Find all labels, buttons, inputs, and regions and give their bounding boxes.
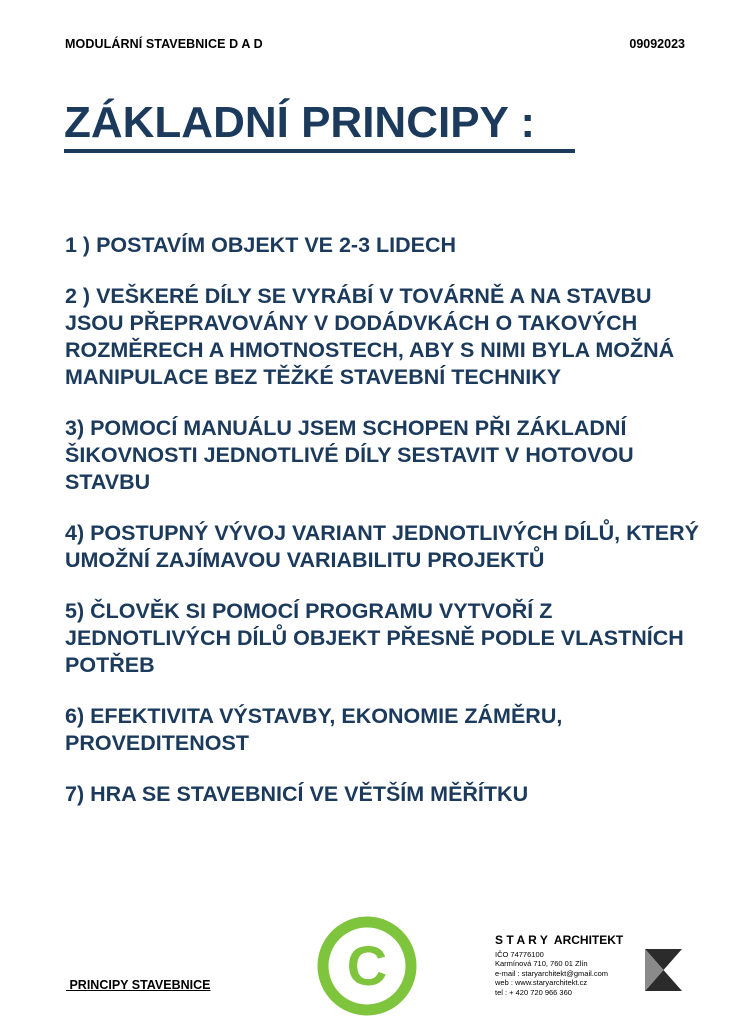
architect-address: Karmínová 710, 760 01 Zlín [495,959,588,969]
copyright-symbol: C [346,934,388,997]
architect-contact-block [495,933,645,997]
footer-section-label: PRINCIPY STAVEBNICE [66,978,211,992]
architect-email: e-mail : staryarchitekt@gmail.com [495,968,609,978]
architect-web: web : www.staryarchitekt.cz [495,978,588,988]
principle-item-6: 6) EFEKTIVITA VÝSTAVBY, EKONOMIE ZÁMĚRU, PROVEDITENOST [65,704,563,755]
architect-name: S T A R Y ARCHITEKT [495,933,624,947]
principles-list [65,232,705,832]
architect-ico: IČO 74776100 [495,950,544,959]
principle-item-5: 5) ČLOVĚK SI POMOCÍ PROGRAMU VYTVOŘÍ Z JEDNOTLIVÝCH DÍLŮ OBJEKT PŘESNĚ PODLE VLASTNÍCH POTŘEB [65,599,684,677]
header-date-code: 09092023 [629,37,685,51]
copyright-icon [317,916,417,1016]
page-title: ZÁKLADNÍ PRINCIPY : [64,98,535,147]
principle-item-1: 1 ) POSTAVÍM OBJEKT VE 2-3 LIDECH [65,233,457,257]
principle-item-4: 4) POSTUPNÝ VÝVOJ VARIANT JEDNOTLIVÝCH DÍLŮ, KTERÝ UMOŽNÍ ZAJÍMAVOU VARIABILITU PROJEKTŮ [65,521,699,572]
header-project-name: MODULÁRNÍ STAVEBNICE D A D [65,37,263,51]
architect-logo-icon [645,949,682,991]
principle-item-7: 7) HRA SE STAVEBNICÍ VE VĚTŠÍM MĚŘÍTKU [65,782,529,806]
principle-item-2: 2 ) VEŠKERÉ DÍLY SE VYRÁBÍ V TOVÁRNĚ A NA STAVBU JSOU PŘEPRAVOVÁNY V DODÁDVKÁCH O TAKOVÝCH ROZMĚRECH A HMOTNOSTECH, ABY S NIMI BYLA MOŽNÁ MANIPULACE BEZ TĚŽKÉ STAVEBNÍ TECHNIKY [65,284,675,389]
title-underline [64,149,575,153]
principle-item-3: 3) POMOCÍ MANUÁLU JSEM SCHOPEN PŘI ZÁKLADNÍ ŠIKOVNOSTI JEDNOTLIVÉ DÍLY SESTAVIT V HOTOVOU STAVBU [65,416,634,494]
architect-phone: tel : + 420 720 966 360 [495,987,572,997]
